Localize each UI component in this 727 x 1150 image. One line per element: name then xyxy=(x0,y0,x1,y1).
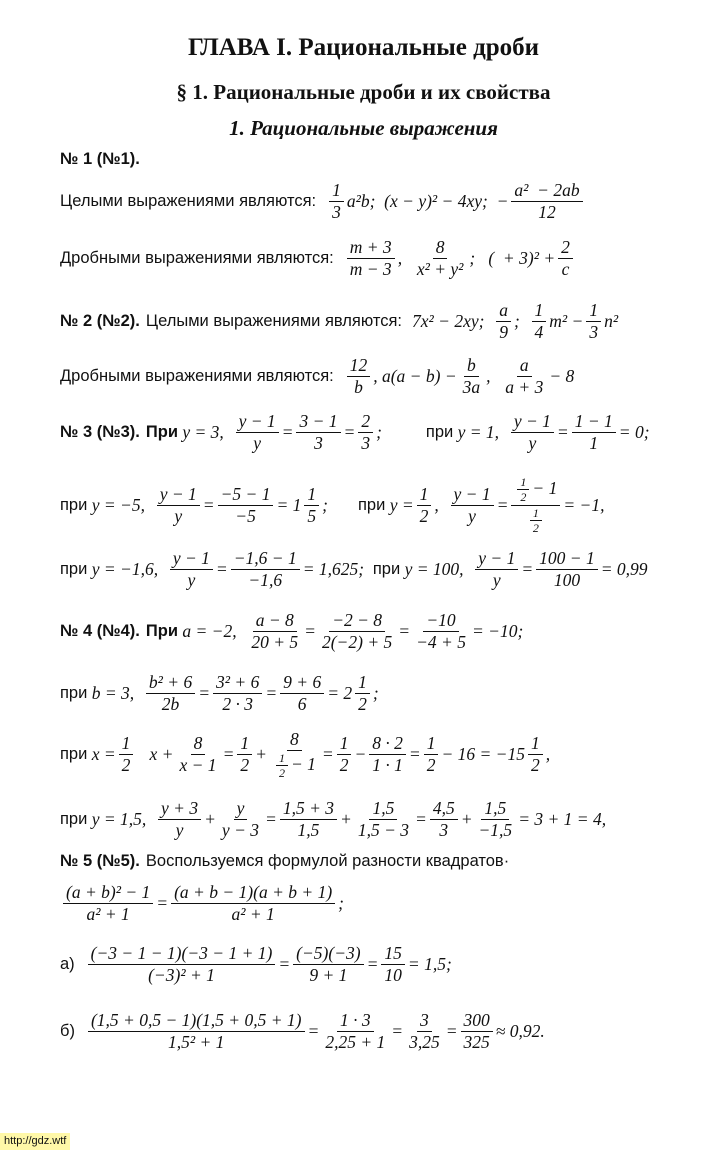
problem-1-fraction-label: Дробными выражениями являются: xyxy=(60,249,334,267)
word-at: при xyxy=(425,423,454,441)
math-fraction: $\frac{1,5}{-1,5}$ xyxy=(478,798,513,840)
math-fraction: $\frac{3 - 1}{3}$ xyxy=(296,411,340,454)
math-fraction: $\frac{1}{2}$ xyxy=(424,733,439,776)
math-fraction: $\frac{y - 1}{y}$ xyxy=(170,548,213,591)
math-expression: a²b; (x − y)² − 4xy; − xyxy=(346,191,509,211)
section-title: § 1. Рациональные дроби и их свойства xyxy=(176,80,551,104)
math-fraction: $\frac{2}{3}$ xyxy=(358,411,373,454)
problem-3-line-1: № 3 (№3). При y = 3, $\frac{y - 1}{y}$ = $\frac{3 - 1}{3}$ = $\frac{2}{3}$ ; при y = 1, $\frac{y - 1}{y}$ = $\frac{1 - 1}{1}$ = 0; xyxy=(60,411,650,453)
math-fraction: $\frac{1 \cdot 3}{2,25 + 1}$ xyxy=(325,1010,386,1052)
problem-4-line-1: № 4 (№4). При a = −2, $\frac{a - 8}{20 + 5}$ = $\frac{-2 - 8}{2(-2) + 5}$ = $\frac{-10}{-4 + 5}$ = −10; xyxy=(60,610,524,652)
math-fraction: $\frac{-5 - 1}{-5}$ xyxy=(218,484,274,527)
problem-1-fraction-line: Дробными выражениями являются: $\frac{m + 3}{m - 3}$ , $\frac{8}{\text{x² + y²}}$ ; ( + 3)² + $\frac{2}{c}$ xyxy=(60,237,576,280)
problem-4-line-3: при x = $\frac{1}{2}$ x + $\frac{8}{x - 1}$ = $\frac{1}{2}$ + 8 $\frac{1}{2}$ − 1 = $\frac{1}{2}$ − $\frac{8 \cdot 2}{1 \cdot 1}$ = $\frac{1}{2}$ − 16 = −15 $\frac{1}{2}$ , xyxy=(60,729,551,781)
word-at: при xyxy=(60,745,88,764)
math-fraction: $\frac{8}{\text{x² + y²}}$ xyxy=(416,237,464,279)
problem-2-whole-label: Целыми выражениями являются: xyxy=(145,312,402,330)
math-fraction: $\frac{1}{2}$ xyxy=(337,733,352,776)
math-fraction: $\frac{(1,5 + 0,5 - 1)(1,5 + 0,5 + 1)}{\text{1,5² + 1}}$ xyxy=(88,1010,305,1053)
math-fraction: $\frac{a}{9}$ xyxy=(496,300,511,343)
math-fraction: $\frac{\text{(a + b)² − 1}}{\text{a² + 1}}$ xyxy=(63,882,153,925)
problem-5-intro: Воспользуемся формулой разности квадратов· xyxy=(145,852,510,870)
math-fraction: $\frac{y + 3}{y}$ xyxy=(158,798,201,841)
math-fraction: $\frac{1}{5}$ xyxy=(304,484,319,527)
problem-3-line-2: при y = −5, $\frac{y - 1}{y}$ = $\frac{-5 - 1}{-5}$ = 1 $\frac{1}{5}$ ; при y = $\frac{1}{2}$ , $\frac{y - 1}{y}$ = $\frac{1}{2}$ − 1 $\frac{1}{2}$ = −1, xyxy=(60,475,605,536)
problem-5-number: № 5 (№5). xyxy=(60,852,140,870)
math-fraction: $\frac{\text{b² + 6}}{2b}$ xyxy=(146,672,195,715)
chapter-title: ГЛАВА I. Рациональные дроби xyxy=(187,34,540,61)
math-fraction: $\frac{3}{3,25}$ xyxy=(409,1010,440,1052)
problem-2-fraction-line: Дробными выражениями являются: $\frac{12}{b}$ , a(a − b) − $\frac{b}{3a}$ , $\frac{a}{a + 3}$ − 8 xyxy=(60,355,575,397)
problem-1-whole-label: Целыми выражениями являются: xyxy=(60,192,317,210)
math-fraction: $\frac{y - 1}{y}$ xyxy=(511,411,554,454)
math-fraction: $\frac{1}{2}$ xyxy=(237,733,252,776)
problem-5-part-a: а) $\frac{(-3 - 1 - 1)(-3 - 1 + 1)}{\text{(−3)² + 1}}$ = $\frac{(-5)(-3)}{9 + 1}$ = $\frac{15}{10}$ = 1,5; xyxy=(60,943,452,985)
math-fraction: $\frac{a}{a + 3}$ xyxy=(505,355,544,397)
word-at: при xyxy=(60,560,88,578)
math-fraction: $\frac{b}{3a}$ xyxy=(462,355,481,397)
problem-4-line-4: при y = 1,5, $\frac{y + 3}{y}$ + $\frac{y}{y - 3}$ = $\frac{1,5 + 3}{1,5}$ + $\frac{1,5}{1,5 - 3}$ = $\frac{4,5}{3}$ + $\frac{1,5}{-1,5}$ = 3 + 1 = 4, xyxy=(60,798,607,840)
math-fraction: $\frac{1}{2}$ xyxy=(528,733,543,776)
math-fraction: $\frac{y}{y - 3}$ xyxy=(221,798,259,840)
problem-5-heading xyxy=(60,852,509,871)
math-fraction: $\frac{1}{3}$ xyxy=(329,180,344,223)
word-at: при xyxy=(60,684,88,702)
word-at: При xyxy=(145,622,178,640)
math-fraction: $\frac{1 - 1}{1}$ xyxy=(572,411,616,454)
word-at: при xyxy=(372,560,401,578)
math-fraction: $\frac{\text{a² − 2ab}}{12}$ xyxy=(511,180,582,223)
problem-2-whole-line: № 2 (№2). Целыми выражениями являются: 7x² − 2xy; $\frac{a}{9}$ ; $\frac{1}{4}$ m² − $\frac{1}{3}$ n² xyxy=(60,300,619,342)
math-fraction: $\frac{1,5 + 3}{1,5}$ xyxy=(280,798,337,841)
math-fraction: $\frac{12}{b}$ xyxy=(347,355,371,398)
math-fraction: $\frac{100 - 1}{100}$ xyxy=(536,548,598,591)
word-at: При xyxy=(145,423,178,441)
problem-4-number: № 4 (№4). xyxy=(60,622,140,640)
math-fraction: $\frac{a - 8}{20 + 5}$ xyxy=(251,610,299,652)
math-fraction: $\frac{y - 1}{y}$ xyxy=(451,484,494,527)
math-fraction: $\frac{-10}{-4 + 5}$ xyxy=(416,610,466,652)
problem-2-fraction-label: Дробными выражениями являются: xyxy=(60,367,334,385)
math-fraction: $\frac{y - 1}{y}$ xyxy=(475,548,518,591)
math-fraction: $\frac{-1,6 - 1}{-1,6}$ xyxy=(231,548,300,591)
problem-3-line-3: при y = −1,6, $\frac{y - 1}{y}$ = $\frac{-1,6 - 1}{-1,6}$ = 1,625; при y = 100, $\frac{y - 1}{y}$ = $\frac{100 - 1}{100}$ = 0,99 xyxy=(60,548,648,590)
math-fraction: $\frac{4,5}{3}$ xyxy=(430,798,458,841)
part-label: б) xyxy=(60,1022,75,1040)
problem-5-part-b: б) $\frac{(1,5 + 0,5 - 1)(1,5 + 0,5 + 1)}{\text{1,5² + 1}}$ = $\frac{1 \cdot 3}{2,25 + 1}$ = $\frac{3}{3,25}$ = $\frac{300}{325}$ ≈ 0,92. xyxy=(60,1010,545,1052)
math-fraction: $\frac{(-5)(-3)}{9 + 1}$ xyxy=(293,943,363,986)
math-fraction: $\frac{2}{c}$ xyxy=(558,237,573,280)
problem-4-line-2: при b = 3, $\frac{\text{b² + 6}}{2b}$ = $\frac{\text{3² + 6}}{2 \cdot 3}$ = $\frac{9 + 6}{6}$ = 2 $\frac{1}{2}$ ; xyxy=(60,672,379,714)
math-fraction: $\frac{8 \cdot 2}{1 \cdot 1}$ xyxy=(369,733,406,776)
problem-3-number: № 3 (№3). xyxy=(60,423,140,441)
math-fraction: $\frac{1}{2}$ xyxy=(119,733,134,776)
problem-2-number: № 2 (№2). xyxy=(60,312,140,330)
math-fraction: $\frac{15}{10}$ xyxy=(381,943,405,986)
part-label: а) xyxy=(60,955,75,973)
math-fraction: $\frac{\text{3² + 6}}{2 \cdot 3}$ xyxy=(213,672,262,715)
math-fraction: $\frac{(a + b - 1)(a + b + 1)}{\text{a² + 1}}$ xyxy=(171,882,335,925)
math-fraction: $\frac{(-3 - 1 - 1)(-3 - 1 + 1)}{\text{(−3)² + 1}}$ xyxy=(88,943,276,986)
math-fraction: $\frac{8}{x - 1}$ xyxy=(179,733,217,776)
word-at: при xyxy=(60,810,88,828)
math-fraction: $\frac{1}{3}$ xyxy=(586,300,601,343)
math-fraction: $\frac{9 + 6}{6}$ xyxy=(280,672,324,715)
math-fraction: $\frac{m + 3}{m - 3}$ xyxy=(347,237,395,280)
word-at: при xyxy=(60,495,88,514)
problem-1-number: № 1 (№1). xyxy=(60,150,140,168)
problem-1-heading xyxy=(60,150,140,169)
math-fraction: 8 $\frac{1}{2}$ − 1 xyxy=(270,729,319,781)
math-fraction: $\frac{1}{2}$ xyxy=(355,672,370,715)
word-at: при xyxy=(358,495,386,514)
math-fraction: $\frac{1}{2}$ − 1 $\frac{1}{2}$ xyxy=(511,475,560,536)
problem-1-whole-line xyxy=(60,180,586,223)
math-fraction: $\frac{1,5}{1,5 - 3}$ xyxy=(357,798,409,840)
math-fraction: $\frac{300}{325}$ xyxy=(461,1010,493,1053)
footer-url[interactable]: http://gdz.wtf xyxy=(0,1133,70,1150)
math-fraction: $\frac{y - 1}{y}$ xyxy=(236,411,279,454)
math-fraction: $\frac{1}{2}$ xyxy=(417,484,432,527)
problem-5-formula: $\frac{\text{(a + b)² − 1}}{\text{a² + 1}}$ = $\frac{(a + b - 1)(a + b + 1)}{\text{a² + 1}}$ ; xyxy=(60,882,344,925)
math-fraction: $\frac{y - 1}{y}$ xyxy=(157,484,200,527)
math-fraction: $\frac{1}{4}$ xyxy=(532,300,547,343)
math-fraction: $\frac{-2 - 8}{2(-2) + 5}$ xyxy=(321,610,393,652)
subsection-title: 1. Рациональные выражения xyxy=(229,116,498,140)
